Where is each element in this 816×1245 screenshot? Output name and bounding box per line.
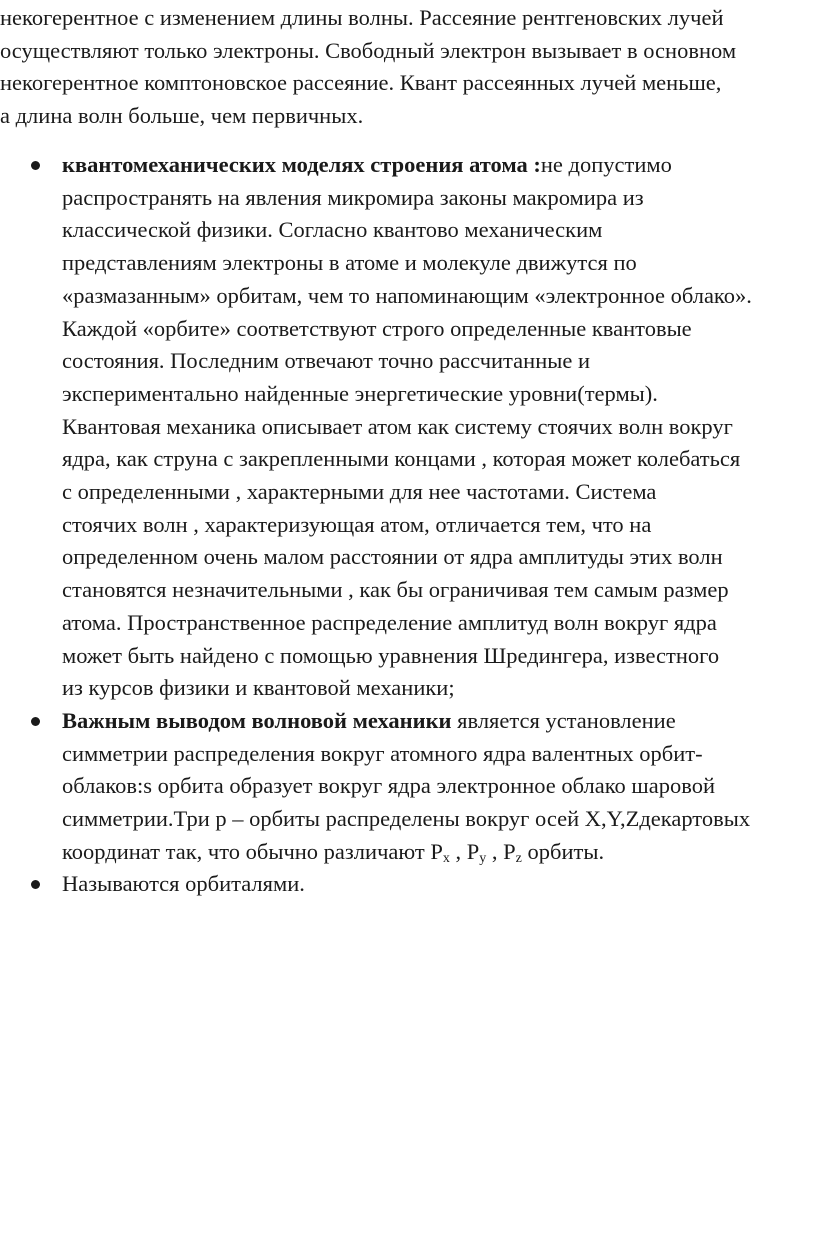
text-line: симметрии.Три р – орбиты распределены вокруг осей X,Y,Zдекартовых bbox=[62, 806, 751, 832]
text-line: может быть найдено с помощью уравнения Шредингера, известного bbox=[62, 642, 720, 668]
orbitals-sep-2: , P bbox=[486, 838, 516, 864]
orbitals-sep-1: , P bbox=[449, 838, 480, 864]
text-line: ядра, как струна с закрепленными концами , которая может колебаться bbox=[62, 446, 741, 472]
bold-lead-text: Важным выводом волновой механики bbox=[62, 707, 452, 733]
text-line: а длина волн больше, чем первичных. bbox=[0, 103, 364, 129]
text-line: состояния. Последним отвечают точно рассчитанные и bbox=[62, 348, 591, 374]
text-line: определенном очень малом расстоянии от ядра амплитуды этих волн bbox=[62, 544, 723, 570]
bullet-dot-icon bbox=[31, 880, 40, 889]
intro-paragraph bbox=[0, 2, 816, 133]
orbitals-prefix: координат так, что обычно различают P bbox=[62, 838, 443, 864]
bullet-dot-icon bbox=[31, 161, 40, 170]
lead-rest-text: не допустимо bbox=[540, 152, 672, 177]
text-line bbox=[62, 705, 816, 738]
text-line: с определенными , характерными для нее частотами. Система bbox=[62, 479, 657, 505]
text-line bbox=[62, 149, 816, 182]
text-line: облаков:s орбита образует вокруг ядра электронное облако шаровой bbox=[62, 773, 715, 799]
bullet-dot-icon bbox=[31, 717, 40, 726]
bullet-item-quantum-models bbox=[0, 149, 816, 705]
text-line: атома. Пространственное распределение амплитуд волн вокруг ядра bbox=[62, 609, 717, 635]
subscript-z: z bbox=[515, 850, 522, 866]
text-line: осуществляют только электроны. Свободный электрон вызывает в основном bbox=[0, 37, 737, 63]
text-line: становятся незначительными , как бы ограничивая тем самым размер bbox=[62, 577, 729, 603]
orbitals-suffix: орбиты. bbox=[521, 838, 605, 864]
text-line: некогерентное с изменением длины волны. Рассеяние рентгеновских лучей bbox=[0, 5, 724, 30]
text-line: представлениям электроны в атоме и молекуле движутся по bbox=[62, 250, 637, 276]
subscript-y: y bbox=[479, 850, 487, 866]
text-line: классической физики. Согласно квантово механическим bbox=[62, 217, 603, 243]
text-line: Называются орбиталями. bbox=[62, 871, 305, 897]
text-line: стоячих волн , характеризующая атом, отличается тем, что на bbox=[62, 511, 652, 537]
lead-rest-text: является установление bbox=[451, 707, 676, 733]
text-line: некогерентное комптоновское рассеяние. Квант рассеянных лучей меньше, bbox=[0, 70, 722, 96]
text-line: распространять на явления микромира законы макромира из bbox=[62, 184, 644, 210]
text-line: симметрии распределения вокруг атомного ядра валентных орбит- bbox=[62, 740, 703, 766]
subscript-x: x bbox=[442, 850, 450, 866]
bullet-list bbox=[0, 149, 816, 901]
bullet-item-wave-mechanics bbox=[0, 705, 816, 869]
bold-lead-text: квантомеханических моделях строения атома : bbox=[62, 152, 541, 177]
bullet-item-orbitals bbox=[0, 868, 816, 901]
text-line bbox=[62, 836, 816, 869]
text-line: Квантовая механика описывает атом как систему стоячих волн вокруг bbox=[62, 413, 733, 439]
text-line: из курсов физики и квантовой механики; bbox=[62, 675, 455, 701]
text-line: Каждой «орбите» соответствуют строго определенные квантовые bbox=[62, 315, 692, 341]
text-line: экспериментально найденные энергетические уровни(термы). bbox=[62, 380, 658, 406]
text-line: «размазанным» орбитам, чем то напоминающим «электронное облако». bbox=[62, 282, 752, 308]
